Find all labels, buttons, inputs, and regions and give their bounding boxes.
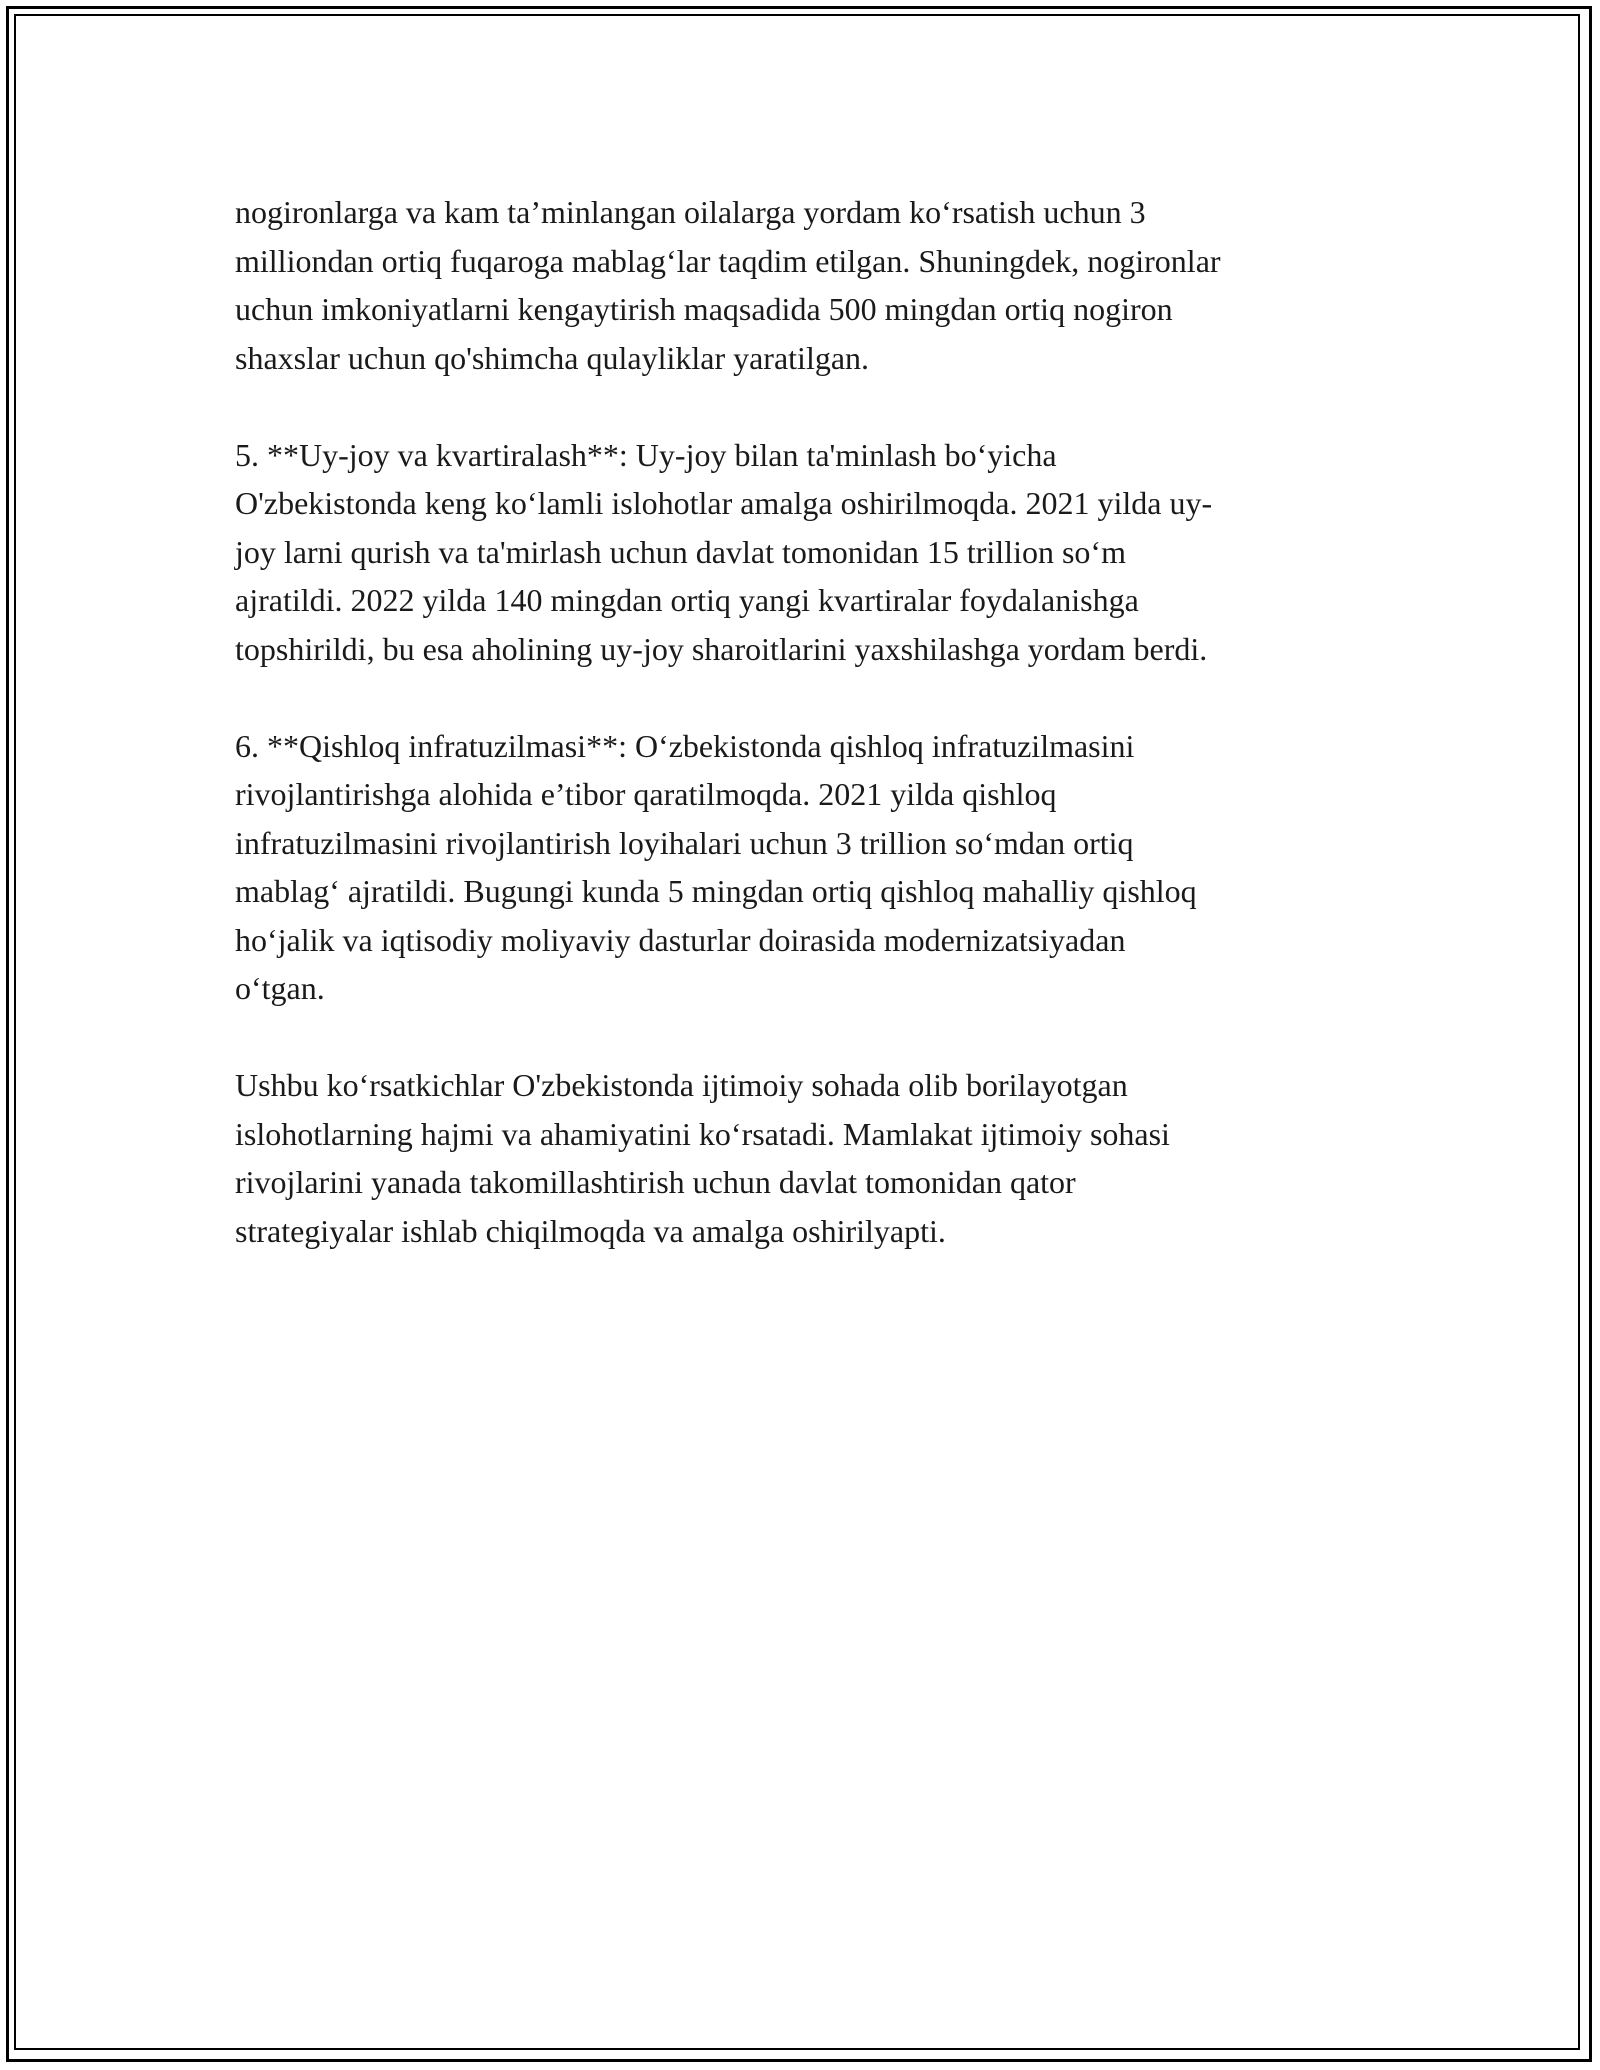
text-line: uchun imkoniyatlarni kengaytirish maqsadida 500 mingdan ortiq nogiron — [235, 291, 1173, 327]
paragraph-rural-infrastructure — [235, 722, 1375, 1013]
text-line: topshirildi, bu esa aholining uy-joy sharoitlarini yaxshilashga yordam berdi. — [235, 630, 1208, 667]
text-line: rivojlantirishga alohida e’tibor qaratilmoqda. 2021 yilda qishloq — [235, 776, 1057, 812]
text-line: nogironlarga va kam ta’minlangan oilalarga yordam ko‘rsatish uchun 3 — [235, 194, 1146, 230]
text-line: mablag‘ ajratildi. Bugungi kunda 5 mingdan ortiq qishloq mahalliy qishloq — [235, 873, 1197, 909]
text-line: 6. **Qishloq infratuzilmasi**: O‘zbekistonda qishloq infratuzilmasini — [235, 727, 1135, 764]
text-line: joy larni qurish va ta'mirlash uchun davlat tomonidan 15 trillion so‘m — [235, 533, 1126, 570]
text-line: O'zbekistonda keng ko‘lamli islohotlar amalga oshirilmoqda. 2021 yilda uy- — [235, 485, 1213, 521]
text-line: shaxslar uchun qo'shimcha qulayliklar yaratilgan. — [235, 339, 870, 376]
text-line: strategiyalar ishlab chiqilmoqda va amalga oshirilyapti. — [235, 1212, 946, 1249]
document-body — [235, 188, 1375, 1304]
text-line: rivojlarini yanada takomillashtirish uchun davlat tomonidan qator — [235, 1164, 1076, 1200]
text-line: o‘tgan. — [235, 970, 325, 1006]
paragraph-conclusion — [235, 1061, 1375, 1255]
text-line: islohotlarning hajmi va ahamiyatini ko‘rsatadi. Mamlakat ijtimoiy sohasi — [235, 1115, 1170, 1152]
text-line: milliondan ortiq fuqaroga mablag‘lar taqdim etilgan. Shuningdek, nogironlar — [235, 242, 1221, 279]
text-line: ajratildi. 2022 yilda 140 mingdan ortiq yangi kvartiralar foydalanishga — [235, 582, 1139, 618]
text-line: 5. **Uy-joy va kvartiralash**: Uy-joy bilan ta'minlash bo‘yicha — [235, 436, 1057, 473]
text-line: ho‘jalik va iqtisodiy moliyaviy dasturlar doirasida modernizatsiyadan — [235, 921, 1126, 958]
text-line: Ushbu ko‘rsatkichlar O'zbekistonda ijtimoiy sohada olib borilayotgan — [235, 1067, 1128, 1103]
paragraph-housing — [235, 431, 1375, 674]
text-line: infratuzilmasini rivojlantirish loyihalari uchun 3 trillion so‘mdan ortiq — [235, 824, 1134, 861]
paragraph-disability-support — [235, 188, 1375, 382]
